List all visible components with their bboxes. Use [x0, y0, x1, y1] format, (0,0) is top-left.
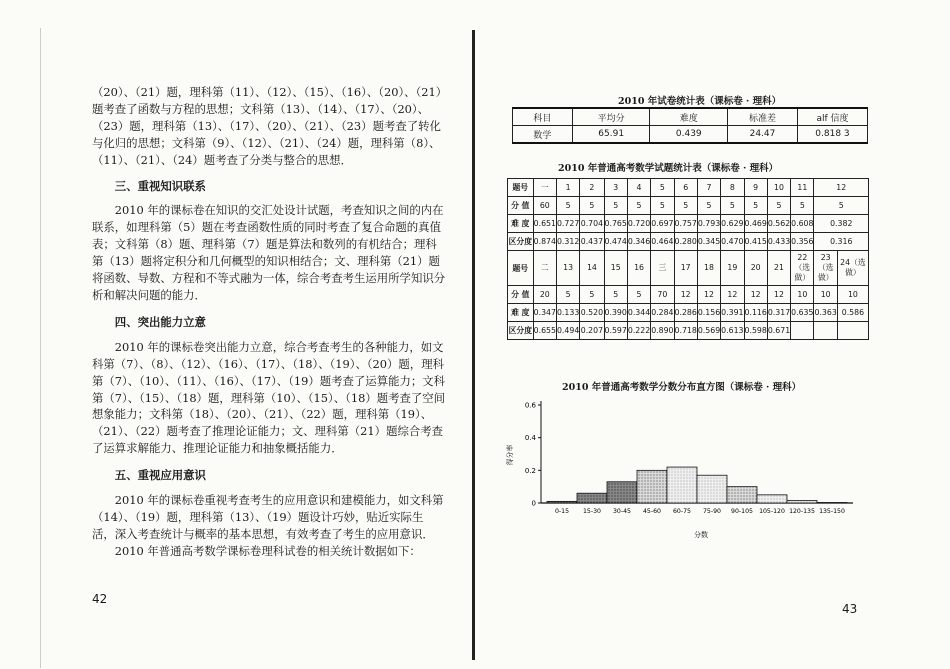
table-cell: 0.704	[580, 215, 604, 233]
table-cell	[814, 322, 837, 340]
table-cell: 0.470	[721, 233, 744, 251]
table-cell: 0.635	[791, 304, 814, 322]
table-cell: 0.765	[604, 215, 627, 233]
table-cell: 10	[814, 286, 837, 304]
histogram-bar	[577, 493, 607, 503]
paragraph-knowledge-links: 2010 年的课标卷在知识的交汇处设计试题，考查知识之间的内在联系，如理科第（5）题在考查函数性质的同时考查了复合命题的真值表；文科第（8）题、理科第（7）题是算法和数列的有机结合；理科第（13）题将定积分和几何概型的知识相结合；文、理科第（21）题将函数、导数、方程和不等式融为一体，综合考查考生运用所学知识分析和解决问题的能力．	[92, 203, 446, 302]
x-tick-label: 30-45	[613, 508, 631, 515]
table-cell: 5	[580, 197, 604, 215]
table-cell: 0.382	[814, 215, 869, 233]
table-cell: 12	[721, 286, 744, 304]
histogram-bar	[697, 475, 727, 503]
table-cell: 5	[604, 197, 627, 215]
y-tick-label: 0.4	[524, 434, 536, 443]
row-label: 分 值	[508, 197, 534, 215]
table-cell: 0.345	[697, 233, 720, 251]
table-cell: 0.363	[814, 304, 837, 322]
table-cell	[791, 322, 814, 340]
table-cell: 5	[580, 286, 604, 304]
histogram-bar	[667, 467, 697, 503]
table-cell: 5	[627, 286, 650, 304]
table-cell: 0.793	[697, 215, 720, 233]
histogram-bar	[637, 470, 667, 503]
table-cell: 0.874	[533, 233, 556, 251]
table-cell: 0.569	[697, 322, 720, 340]
y-tick-label: 0.2	[524, 466, 536, 475]
t1-header: 科目	[513, 108, 573, 126]
table-cell: 18	[697, 251, 720, 286]
table-cell: 1	[556, 179, 579, 197]
table-cell: 16	[627, 251, 650, 286]
table-cell: 0.133	[556, 304, 579, 322]
table-cell: 5	[744, 197, 767, 215]
table-cell: 一	[533, 179, 556, 197]
table-cell: 12	[744, 286, 767, 304]
table-cell: 12	[697, 286, 720, 304]
right-page	[478, 0, 950, 669]
table-cell: 0.586	[837, 304, 868, 322]
table-cell: 0.608	[791, 215, 814, 233]
row-label: 难 度	[508, 215, 534, 233]
table-cell: 0.494	[556, 322, 579, 340]
table-cell: 3	[604, 179, 627, 197]
table-cell: 5	[767, 197, 790, 215]
table-cell: 70	[651, 286, 674, 304]
table-cell: 6	[674, 179, 697, 197]
table-cell: 5	[651, 179, 674, 197]
table-cell: 0.629	[721, 215, 744, 233]
heading-ability: 四、突出能力立意	[114, 314, 206, 329]
table-cell: 0.316	[814, 233, 869, 251]
table-cell: 14	[580, 251, 604, 286]
table-cell: 22（选做）	[791, 251, 814, 286]
table-cell: 0.390	[604, 304, 627, 322]
score-histogram	[503, 393, 863, 543]
paragraph-stats-intro: 2010 年普通高考数学课标卷理科试卷的相关统计数据如下：	[114, 543, 421, 558]
histogram-bar	[757, 495, 787, 503]
x-tick-label: 120-135	[789, 508, 815, 515]
t1-header: 平均分	[572, 108, 650, 126]
histogram-bar	[607, 482, 637, 503]
table-cell: 0.312	[556, 233, 579, 251]
x-tick-label: 75-90	[703, 508, 721, 515]
x-tick-label: 45-60	[643, 508, 661, 515]
table-cell: 10	[791, 286, 814, 304]
table-cell: 0.415	[744, 233, 767, 251]
y-tick-label: 0.6	[524, 401, 536, 410]
table-cell: 0.391	[721, 304, 744, 322]
table-cell: 13	[556, 251, 579, 286]
y-tick-label: 0	[531, 499, 536, 508]
table-cell: 5	[651, 197, 674, 215]
table-cell: 5	[674, 197, 697, 215]
table-cell: 0.347	[533, 304, 556, 322]
x-tick-label: 0-15	[554, 508, 570, 515]
page-number-left: 42	[92, 592, 108, 606]
table-cell: 0.222	[627, 322, 650, 340]
table-cell: 10	[837, 286, 868, 304]
table-cell	[837, 322, 868, 340]
row-label: 难 度	[508, 304, 534, 322]
exam-stats-table	[512, 107, 868, 144]
table-cell: 0.344	[627, 304, 650, 322]
table-cell: 三	[651, 251, 674, 286]
x-tick-label: 90-105	[731, 508, 753, 515]
row-label: 题号	[508, 251, 534, 286]
table-cell: 0.598	[744, 322, 767, 340]
heading-application: 五、重视应用意识	[114, 468, 206, 483]
histogram-title: 2010 年普通高考数学分数分布直方图（课标卷 · 理科）	[562, 382, 802, 393]
row-label: 区分度	[508, 322, 534, 340]
table-cell: 0.317	[767, 304, 790, 322]
table-cell: 17	[674, 251, 697, 286]
heading-knowledge-links: 三、重视知识联系	[114, 178, 206, 193]
table-cell: 10	[767, 179, 790, 197]
table-cell: 5	[604, 286, 627, 304]
page-number-right: 43	[842, 602, 858, 616]
table-cell: 0.671	[767, 322, 790, 340]
table-cell: 0.433	[767, 233, 790, 251]
t1-cell: 数学	[513, 126, 573, 144]
book-spine	[472, 30, 475, 660]
table-cell: 20	[744, 251, 767, 286]
table-cell: 0.718	[674, 322, 697, 340]
x-axis-label: 分数	[694, 531, 708, 539]
table-cell: 0.890	[651, 322, 674, 340]
table-cell: 0.520	[580, 304, 604, 322]
table-cell: 0.697	[651, 215, 674, 233]
t1-header: 难度	[650, 108, 728, 126]
table-cell: 12	[767, 286, 790, 304]
table-cell: 0.655	[533, 322, 556, 340]
table-cell: 0.207	[580, 322, 604, 340]
t1-header: alf 信度	[797, 108, 867, 126]
table-cell: 7	[697, 179, 720, 197]
table1-title: 2010 年试卷统计表（课标卷 · 理科）	[618, 96, 782, 107]
table-cell: 9	[744, 179, 767, 197]
x-tick-label: 15-30	[583, 508, 601, 515]
table-cell: 0.437	[580, 233, 604, 251]
left-text-block	[92, 84, 446, 560]
table-cell: 0.116	[744, 304, 767, 322]
table-cell: 23（选做）	[814, 251, 837, 286]
table-cell: 24（选做）	[837, 251, 868, 286]
t1-header: 标准差	[728, 108, 798, 126]
histogram-bar	[727, 487, 757, 503]
table-cell: 0.613	[721, 322, 744, 340]
table-cell: 0.284	[651, 304, 674, 322]
table-cell: 0.720	[627, 215, 650, 233]
table-cell: 0.346	[627, 233, 650, 251]
table-cell: 60	[533, 197, 556, 215]
table-cell: 0.651	[533, 215, 556, 233]
table-cell: 0.562	[767, 215, 790, 233]
row-label: 分 值	[508, 286, 534, 304]
y-axis-label: 得分率	[506, 444, 514, 466]
t1-cell: 24.47	[728, 126, 798, 144]
table-cell: 21	[767, 251, 790, 286]
paragraph-ability: 2010 年的课标卷突出能力立意，综合考查考生的各种能力，如文科第（7）、（8）、（12）、（16）、（17）、（18）、（19）、（20）题，理科第（7）、（10）、（11）、（16）、（17）、（19）题考查了运算能力；文科第（7）、（15）、（18）题，理科第（10）、（15）、（18）题考查了空间想象能力；文科第（18）、（20）、（21）、（22）题，理科第（19）、（21）、（22）题考查了推理论证能力；文、理科第（21）题综合考查了运算求解能力、推理论证能力和抽象概括能力．	[92, 339, 446, 456]
table-cell: 0.286	[674, 304, 697, 322]
table-cell: 5	[697, 197, 720, 215]
table-cell: 二	[533, 251, 556, 286]
table-cell: 11	[791, 179, 814, 197]
row-label: 题号	[508, 179, 534, 197]
left-page	[0, 0, 470, 669]
table-cell: 12	[814, 179, 869, 197]
histogram-bar	[547, 501, 577, 503]
table-cell: 5	[556, 197, 579, 215]
t1-cell: 0.818 3	[797, 126, 867, 144]
table-cell: 5	[627, 197, 650, 215]
table-cell: 0.356	[791, 233, 814, 251]
table-cell: 5	[721, 197, 744, 215]
table-cell: 2	[580, 179, 604, 197]
table-cell: 8	[721, 179, 744, 197]
table-cell: 0.474	[604, 233, 627, 251]
table-cell: 5	[791, 197, 814, 215]
table-cell: 4	[627, 179, 650, 197]
table-cell: 0.597	[604, 322, 627, 340]
table-cell: 0.757	[674, 215, 697, 233]
table-cell: 0.727	[556, 215, 579, 233]
x-tick-label: 105-120	[759, 508, 785, 515]
x-tick-label: 60-75	[673, 508, 691, 515]
table-cell: 19	[721, 251, 744, 286]
x-tick-label: 135-150	[819, 508, 845, 515]
t1-cell: 65.91	[572, 126, 650, 144]
t1-cell: 0.439	[650, 126, 728, 144]
table-cell: 0.280	[674, 233, 697, 251]
table2-title: 2010 年普通高考数学试题统计表（课标卷 · 理科）	[558, 163, 779, 174]
row-label: 区分度	[508, 233, 534, 251]
table-cell: 0.156	[697, 304, 720, 322]
table-cell: 15	[604, 251, 627, 286]
histogram-bar	[787, 501, 817, 503]
table-cell: 12	[674, 286, 697, 304]
table-cell: 0.469	[744, 215, 767, 233]
table-cell: 0.464	[651, 233, 674, 251]
paragraph-intro: （20）、（21）题，理科第（11）、（12）、（15）、（16）、（20）、（21）题考查了函数与方程的思想；文科第（13）、（14）、（17）、（20）、（23）题，理科第（13）、（17）、（20）、（21）、（23）题考查了转化与化归的思想；文科第（9）、（12）、（21）、（24）题，理科第（8）、（11）、（21）、（24）题考查了分类与整合的思想．	[92, 85, 442, 167]
table-cell: 5	[556, 286, 579, 304]
paragraph-application: 2010 年的课标卷重视考查考生的应用意识和建模能力，如文科第（14）、（19）题，理科第（13）、（19）题设计巧妙，贴近实际生活，深入考查统计与概率的基本思想，有效考查了考生的应用意识．	[92, 493, 444, 541]
question-stats-table	[507, 178, 869, 340]
table-cell: 20	[533, 286, 556, 304]
table-cell: 5	[814, 197, 869, 215]
